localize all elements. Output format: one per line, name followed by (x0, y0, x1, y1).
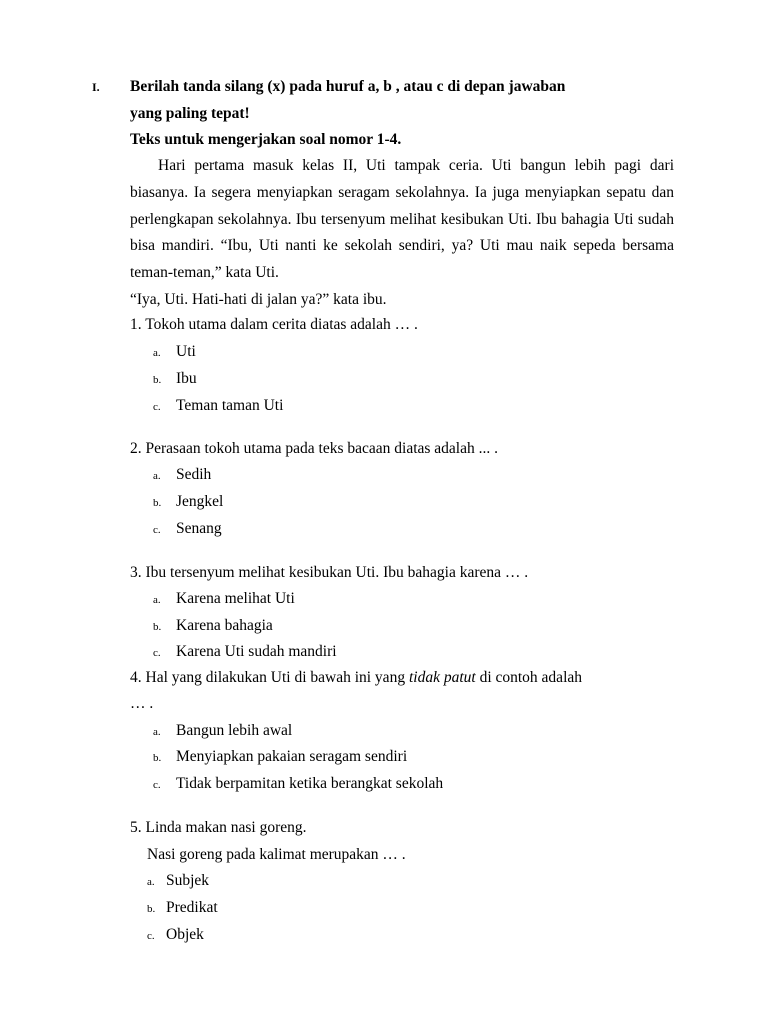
question-1-option-c[interactable] (153, 397, 283, 415)
section-number: I. (92, 80, 100, 94)
question-3-option-c[interactable] (153, 643, 337, 661)
option-text: Bangun lebih awal (176, 722, 293, 739)
passage-last-line: “Iya, Uti. Hati-hati di jalan ya?” kata ibu. (130, 290, 387, 308)
option-label: a. (153, 347, 161, 359)
option-text: Teman taman Uti (176, 397, 284, 414)
question-5: 5. Linda makan nasi goreng. (130, 819, 307, 836)
question-4-text-after: di contoh adalah (475, 669, 583, 686)
question-4-option-c[interactable] (153, 775, 443, 793)
instruction-line-2: yang paling tepat! (130, 105, 250, 122)
option-text: Subjek (166, 872, 210, 889)
question-5-option-a[interactable] (147, 872, 209, 890)
option-text: Karena Uti sudah mandiri (176, 643, 337, 660)
option-label: c. (153, 401, 161, 413)
question-3-option-a[interactable] (153, 590, 295, 608)
option-text: Predikat (166, 899, 218, 916)
question-3: 3. Ibu tersenyum melihat kesibukan Uti. Ibu bahagia karena … . (130, 564, 529, 581)
option-label: b. (153, 497, 162, 509)
question-2: 2. Perasaan tokoh utama pada teks bacaan diatas adalah ... . (130, 440, 498, 457)
question-4-italic: tidak patut (408, 669, 476, 686)
question-4-option-a[interactable] (153, 722, 292, 740)
option-text: Senang (176, 520, 222, 537)
option-text: Tidak berpamitan ketika berangkat sekolah (176, 775, 444, 792)
text-heading: Teks untuk mengerjakan soal nomor 1-4. (130, 131, 402, 148)
question-1-option-a[interactable] (153, 343, 196, 361)
question-5-option-b[interactable] (147, 899, 218, 917)
option-label: b. (153, 374, 162, 386)
question-1: 1. Tokoh utama dalam cerita diatas adalah … . (130, 316, 418, 333)
question-5-option-c[interactable] (147, 926, 204, 944)
question-2-option-b[interactable] (153, 493, 223, 511)
question-1-option-b[interactable] (153, 370, 197, 388)
option-label: b. (153, 752, 162, 764)
reading-passage (130, 153, 674, 314)
option-label: b. (153, 621, 162, 633)
option-label: a. (153, 470, 161, 482)
option-text: Ibu (176, 370, 197, 387)
option-label: c. (147, 930, 155, 942)
question-2-option-a[interactable] (153, 466, 211, 484)
question-4-option-b[interactable] (153, 748, 407, 766)
question-5-line-2: Nasi goreng pada kalimat merupakan … . (147, 846, 406, 863)
option-text: Karena bahagia (176, 617, 273, 634)
question-4 (130, 669, 582, 687)
option-text: Objek (166, 926, 204, 943)
option-text: Jengkel (176, 493, 224, 510)
question-3-option-b[interactable] (153, 617, 273, 635)
option-label: c. (153, 779, 161, 791)
option-label: a. (153, 726, 161, 738)
option-text: Uti (176, 343, 196, 360)
question-4-text-before: 4. Hal yang dilakukan Uti di bawah ini yang (130, 669, 409, 686)
option-label: c. (153, 524, 161, 536)
option-label: b. (147, 903, 156, 915)
option-label: c. (153, 647, 161, 659)
passage-body: Hari pertama masuk kelas II, Uti tampak ceria. Uti bangun lebih pagi dari biasanya. Ia segera menyiapkan seragam sekolahnya. Ia juga menyiapkan sepatu dan perlengkapan sekolahnya. Ibu tersenyum melihat kesibukan Uti. Ibu bahagia Uti sudah bisa mandiri. “Ibu, Uti nanti ke sekolah sendiri, ya? Uti mau naik sepeda bersama teman-teman,” kata Uti. (130, 157, 674, 282)
option-text: Menyiapkan pakaian seragam sendiri (176, 748, 408, 765)
instruction-line-1: Berilah tanda silang (x) pada huruf a, b , atau c di depan jawaban (130, 78, 566, 95)
question-2-option-c[interactable] (153, 520, 222, 538)
option-text: Sedih (176, 466, 212, 483)
option-text: Karena melihat Uti (176, 590, 295, 607)
question-4-continuation: … . (130, 695, 154, 712)
option-label: a. (153, 594, 161, 606)
option-label: a. (147, 876, 155, 888)
